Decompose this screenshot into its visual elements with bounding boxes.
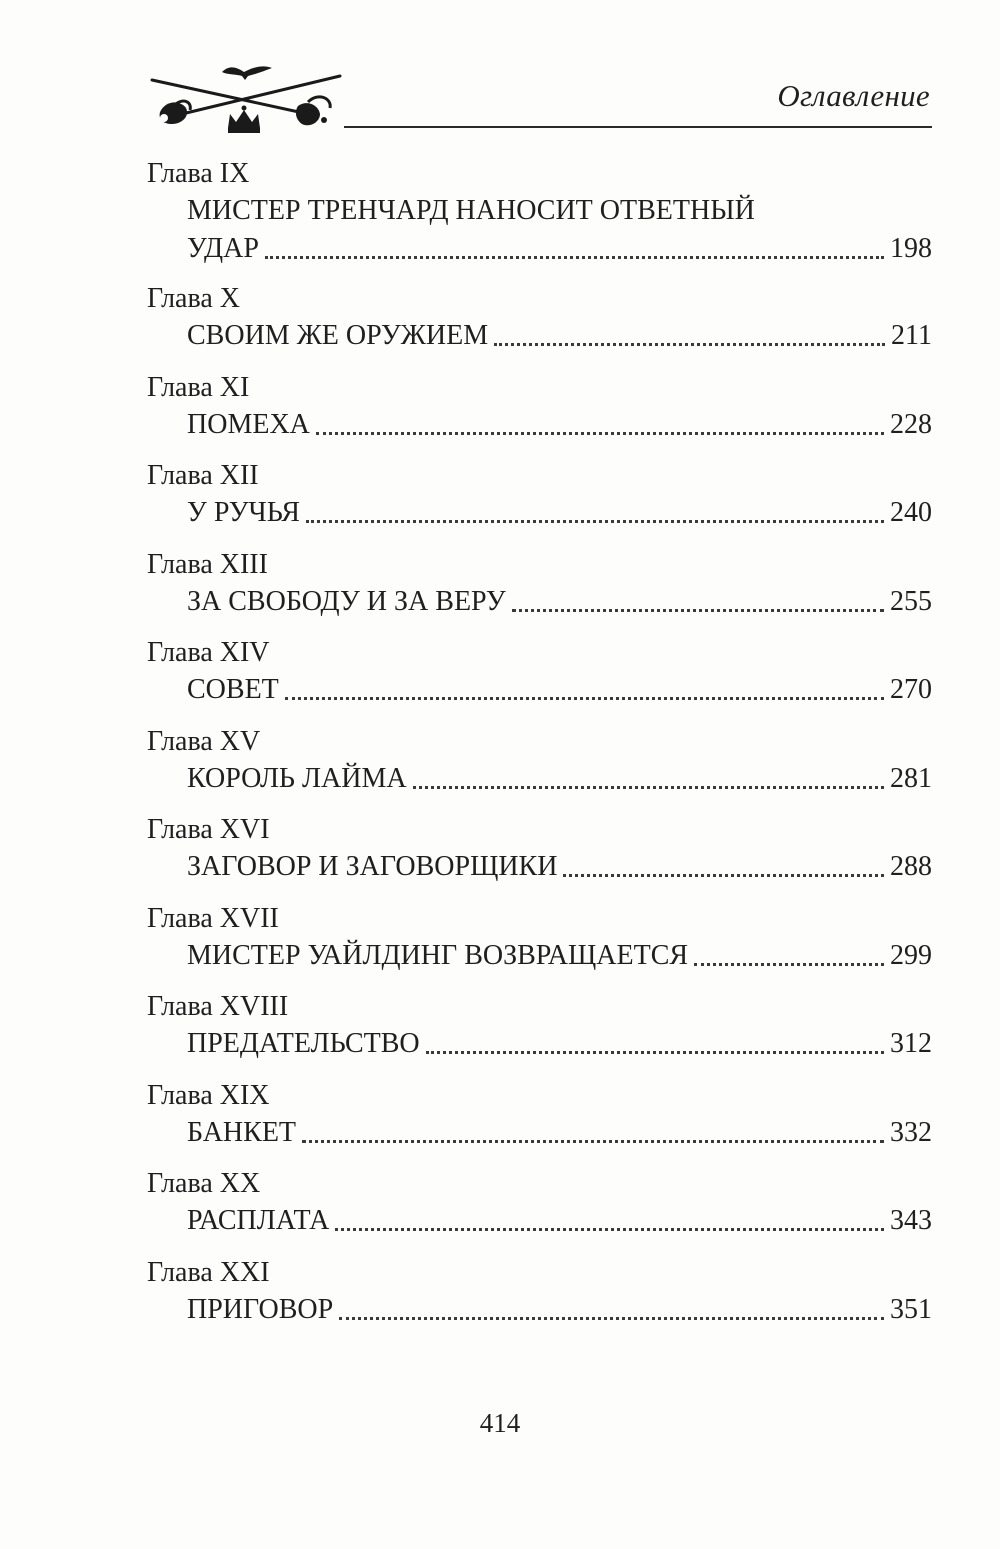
chapter-label: Глава XVI [147,814,270,845]
chapter-label: Глава XV [147,725,261,757]
chapter-label: Глава XIV [147,637,270,668]
dot-leader [285,697,884,700]
toc-line [147,1202,932,1240]
toc-line [147,760,932,798]
page-ref: 198 [890,233,932,264]
page-ref: 255 [890,585,932,617]
page-ref: 281 [890,762,932,794]
chapter-title: МИСТЕР УАЙЛДИНГ ВОЗВРАЩАЕТСЯ [187,939,689,971]
chapter-title: РАСПЛАТА [187,1205,330,1236]
chapter-title: БАНКЕТ [187,1116,297,1148]
chapter-label: Глава IX [147,158,250,189]
toc-entry [147,1166,932,1255]
chapter-label: Глава XIII [147,548,268,580]
page-ref: 312 [890,1028,932,1059]
dot-leader [426,1051,884,1054]
running-title: Оглавление [777,78,930,113]
toc-entry [147,901,932,990]
chapter-title: УДАР [187,233,259,264]
chapter-title: ЗАГОВОР И ЗАГОВОРЩИКИ [187,851,558,882]
header-rule [344,126,932,128]
dot-leader [694,963,884,966]
chapter-title: У РУЧЬЯ [187,497,300,528]
toc-line [147,317,932,355]
chapter-title: СОВЕТ [187,674,279,705]
toc-line [147,671,932,709]
chapter-label: Глава XII [147,460,259,491]
toc-line [147,1114,932,1152]
toc-entry [147,281,932,370]
chapter-label: Глава XVII [147,902,279,934]
toc-line [147,1025,932,1063]
toc-entry [147,458,932,547]
toc-line [147,1291,932,1329]
toc-entry [147,1078,932,1167]
page-ref: 240 [890,497,932,528]
page-ref: 270 [890,674,932,705]
dot-leader [413,786,884,789]
chapter-title: СВОИМ ЖЕ ОРУЖИЕМ [187,320,489,351]
page-number: 414 [479,1408,521,1438]
page-ref: 211 [891,320,932,351]
dot-leader [335,1228,884,1231]
toc-entry [147,547,932,636]
toc-line [147,583,932,621]
chapter-label: Глава XVIII [147,991,289,1022]
toc-entry [147,635,932,724]
chapter-title: МИСТЕР ТРЕНЧАРД НАНОСИТ ОТВЕТНЫЙ [187,195,755,226]
toc-entry [147,1255,932,1344]
chapter-label: Глава XI [147,371,250,403]
page-ref: 299 [890,939,932,971]
chapter-label: Глава XX [147,1168,261,1199]
dot-leader [494,343,885,346]
dot-leader [302,1140,884,1143]
chapter-title: ПРЕДАТЕЛЬСТВО [187,1028,420,1059]
chapter-title: ЗА СВОБОДУ И ЗА ВЕРУ [187,585,506,617]
chapter-title: ПОМЕХА [187,408,310,440]
page-ref: 288 [890,851,932,882]
crossed-swords-eagle-crown-icon [148,62,344,140]
page-ref: 351 [890,1293,932,1325]
toc-entry [147,370,932,459]
chapter-label: Глава XXI [147,1256,270,1288]
dot-leader [316,432,884,435]
table-of-contents [147,156,932,1343]
chapter-title: КОРОЛЬ ЛАЙМА [187,762,407,794]
page-ref: 228 [890,408,932,440]
page-ref: 332 [890,1116,932,1148]
chapter-title: ПРИГОВОР [187,1293,334,1325]
chapter-label: Глава X [147,283,240,314]
dot-leader [265,256,884,259]
toc-line [147,848,932,886]
dot-leader [306,520,884,523]
toc-line [147,230,932,268]
page-header [0,0,1000,140]
dot-leader [512,609,884,612]
toc-entry [147,812,932,901]
toc-entry [147,989,932,1078]
toc-line [147,406,932,444]
toc-line [147,937,932,975]
toc-entry [147,724,932,813]
dot-leader [563,874,884,877]
toc-entry [147,156,932,281]
dot-leader [339,1317,884,1320]
chapter-label: Глава XIX [147,1079,270,1111]
page-ref: 343 [890,1205,932,1236]
toc-line [147,494,932,532]
